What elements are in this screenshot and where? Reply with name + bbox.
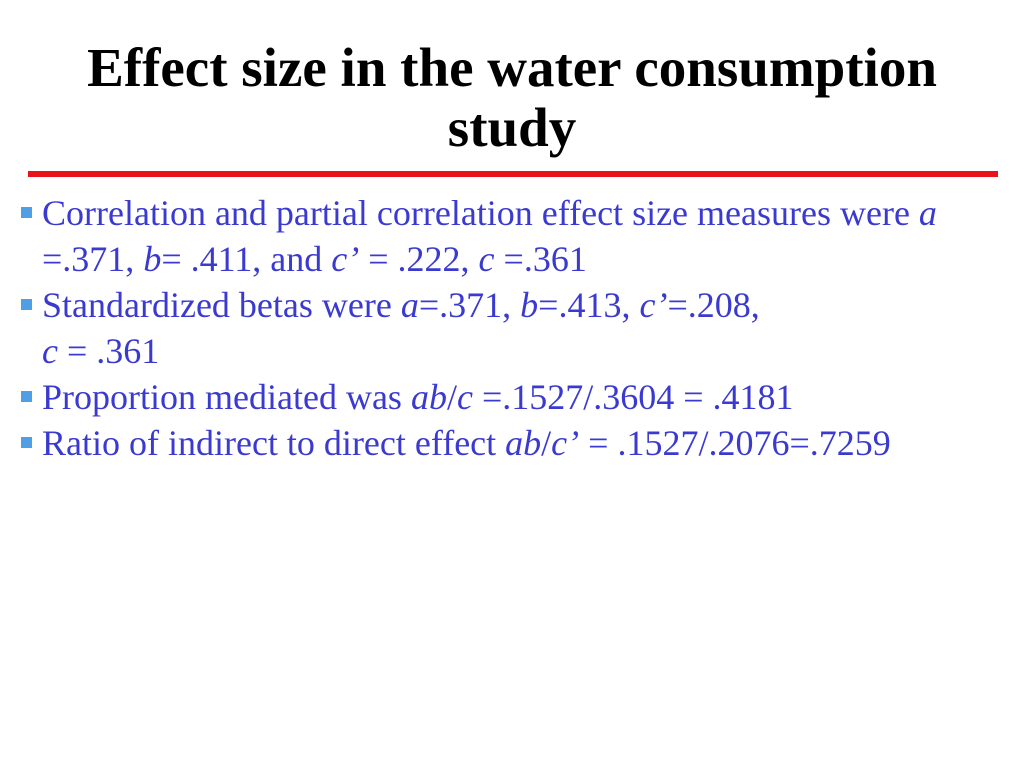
symbol-ab: ab: [505, 423, 542, 463]
symbol-c-prime: c’: [639, 285, 668, 325]
proportion-value: =.1527/.3604 = .4181: [472, 377, 794, 417]
symbol-c-prime: c’: [331, 239, 360, 279]
value-a: =.371,: [42, 239, 144, 279]
slide-title: Effect size in the water consumption study: [87, 37, 937, 158]
value-b: = .411, and: [161, 239, 332, 279]
symbol-c: c: [456, 377, 473, 417]
value-b: =.413,: [538, 285, 640, 325]
value-c: = .361: [57, 331, 160, 371]
slash: /: [446, 377, 457, 417]
bullet-ratio-indirect-direct: [18, 420, 978, 466]
bullet-list: [18, 190, 978, 466]
bullet-text: Correlation and partial correlation effect size measures were: [42, 193, 919, 233]
symbol-c-prime: c’: [551, 423, 580, 463]
symbol-b: b: [143, 239, 162, 279]
title-divider: [28, 171, 998, 177]
bullet-square-icon: [21, 437, 32, 448]
bullet-square-icon: [21, 391, 32, 402]
bullet-text: Standardized betas were: [42, 285, 401, 325]
bullet-correlation-measures: [18, 190, 978, 282]
bullet-proportion-mediated: [18, 374, 978, 420]
symbol-a: a: [918, 193, 937, 233]
bullet-text: Ratio of indirect to direct effect: [42, 423, 506, 463]
value-c-prime: = .222,: [359, 239, 479, 279]
symbol-c: c: [478, 239, 495, 279]
value-a: =.371,: [418, 285, 521, 325]
bullet-standardized-betas: [18, 282, 978, 374]
symbol-a: a: [400, 285, 419, 325]
bullet-square-icon: [21, 207, 32, 218]
ratio-value: = .1527/.2076=.7259: [579, 423, 891, 463]
value-c-prime: =.208,: [667, 285, 760, 325]
bullet-square-icon: [21, 299, 32, 310]
slash: /: [541, 423, 552, 463]
bullet-text: Proportion mediated was: [42, 377, 411, 417]
symbol-ab: ab: [410, 377, 447, 417]
symbol-c: c: [42, 331, 58, 371]
value-c: =.361: [494, 239, 587, 279]
symbol-b: b: [520, 285, 539, 325]
